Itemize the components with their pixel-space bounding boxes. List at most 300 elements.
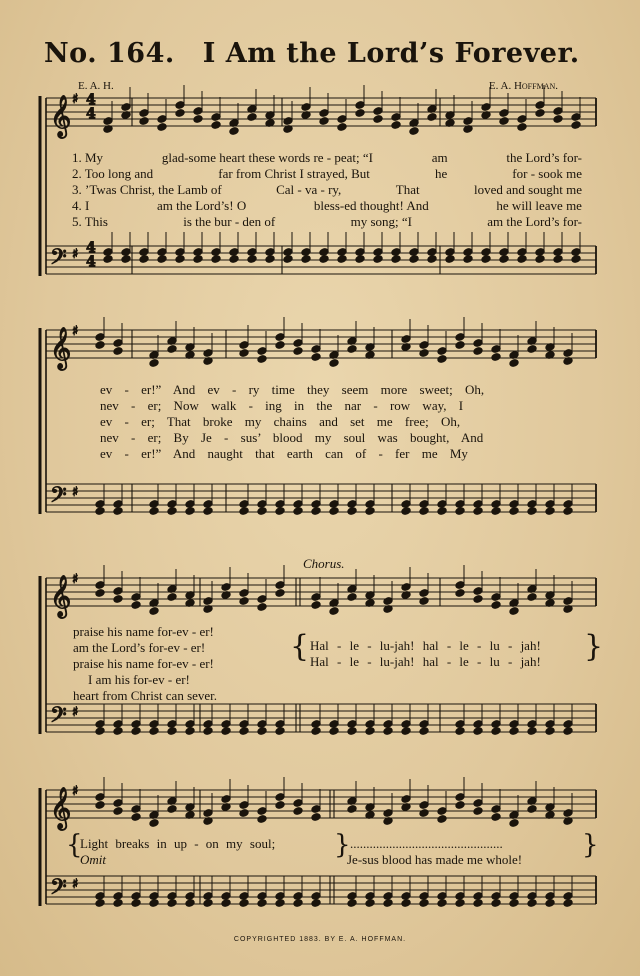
note-head xyxy=(211,121,221,130)
note-head xyxy=(517,248,527,257)
note-head xyxy=(455,899,465,908)
note-head xyxy=(401,795,411,804)
note-head xyxy=(275,727,285,736)
note-head xyxy=(419,892,429,901)
note-head xyxy=(121,103,131,112)
note-head xyxy=(293,807,303,816)
note-head xyxy=(265,255,275,264)
note-head xyxy=(149,500,159,509)
note-head xyxy=(401,507,411,516)
note-head xyxy=(185,720,195,729)
note-head xyxy=(229,255,239,264)
note-head xyxy=(203,597,213,606)
note-head xyxy=(185,899,195,908)
note-head xyxy=(211,248,221,257)
note-head xyxy=(473,507,483,516)
verse-5-line-a: 5. This is the bur - den of my song; “I am the Lord’s for- xyxy=(72,214,582,229)
note-head xyxy=(221,720,231,729)
note-head xyxy=(293,347,303,356)
note-head xyxy=(437,347,447,356)
note-head xyxy=(473,500,483,509)
note-head xyxy=(473,727,483,736)
bass-clef-icon: 𝄢 xyxy=(50,875,67,905)
note-head xyxy=(355,109,365,118)
note-head xyxy=(311,601,321,610)
note-head xyxy=(95,801,105,810)
note-head xyxy=(275,589,285,598)
note-head xyxy=(275,507,285,516)
note-head xyxy=(455,892,465,901)
note-head xyxy=(175,109,185,118)
final-line-1-right: ............................................... xyxy=(350,836,503,851)
note-head xyxy=(571,121,581,130)
note-head xyxy=(113,727,123,736)
note-head xyxy=(383,597,393,606)
note-head xyxy=(275,500,285,509)
note-head xyxy=(239,899,249,908)
note-head xyxy=(239,597,249,606)
note-head xyxy=(95,589,105,598)
note-head xyxy=(329,727,339,736)
note-head xyxy=(383,720,393,729)
note-head xyxy=(257,595,267,604)
note-head xyxy=(221,899,231,908)
note-head xyxy=(509,507,519,516)
note-head xyxy=(383,899,393,908)
note-head xyxy=(203,349,213,358)
note-head xyxy=(571,255,581,264)
note-head xyxy=(203,892,213,901)
note-head xyxy=(455,333,465,342)
note-head xyxy=(311,345,321,354)
note-head xyxy=(257,815,267,824)
note-head xyxy=(383,727,393,736)
note-head xyxy=(437,500,447,509)
note-head xyxy=(481,103,491,112)
verse-1-line-a: 1. My glad-some heart these words re - peat; “I am the Lord’s for- xyxy=(72,150,582,165)
verse-1-line-c: praise his name for-ev - er! xyxy=(73,624,214,639)
note-head xyxy=(355,101,365,110)
note-head xyxy=(329,507,339,516)
note-head xyxy=(391,248,401,257)
hymn-number: No. 164. xyxy=(44,38,175,69)
note-head xyxy=(553,255,563,264)
note-head xyxy=(509,727,519,736)
note-head xyxy=(455,720,465,729)
note-head xyxy=(275,892,285,901)
note-head xyxy=(527,345,537,354)
note-head xyxy=(455,341,465,350)
note-head xyxy=(491,593,501,602)
note-head xyxy=(211,113,221,122)
note-head xyxy=(293,899,303,908)
note-head xyxy=(203,720,213,729)
note-head xyxy=(419,727,429,736)
note-head xyxy=(401,899,411,908)
verse-4-line-a: 4. I am the Lord’s! O bless-ed thought! And he will leave me xyxy=(72,198,582,213)
note-head xyxy=(455,507,465,516)
note-head xyxy=(113,595,123,604)
note-head xyxy=(311,727,321,736)
note-head xyxy=(347,500,357,509)
final-line-2-right: Je-sus blood has made me whole! xyxy=(347,852,523,867)
note-head xyxy=(319,109,329,118)
note-head xyxy=(157,248,167,257)
note-head xyxy=(365,720,375,729)
note-head xyxy=(257,500,267,509)
note-head xyxy=(257,355,267,364)
note-head xyxy=(131,720,141,729)
note-head xyxy=(275,793,285,802)
note-head xyxy=(419,500,429,509)
note-head xyxy=(113,507,123,516)
note-head xyxy=(185,892,195,901)
note-head xyxy=(103,248,113,257)
note-head xyxy=(121,248,131,257)
note-head xyxy=(229,127,239,136)
note-head xyxy=(283,248,293,257)
note-head xyxy=(491,727,501,736)
note-head xyxy=(131,727,141,736)
note-head xyxy=(167,593,177,602)
note-head xyxy=(517,123,527,132)
note-head xyxy=(563,727,573,736)
note-head xyxy=(239,349,249,358)
note-head xyxy=(95,899,105,908)
note-head xyxy=(139,109,149,118)
note-head xyxy=(103,117,113,126)
note-head xyxy=(275,333,285,342)
note-head xyxy=(311,500,321,509)
time-signature: 4 xyxy=(86,254,96,270)
note-head xyxy=(491,345,501,354)
note-head xyxy=(373,248,383,257)
note-head xyxy=(139,248,149,257)
note-head xyxy=(95,581,105,590)
note-head xyxy=(247,248,257,257)
note-head xyxy=(293,799,303,808)
note-head xyxy=(481,248,491,257)
note-head xyxy=(535,255,545,264)
note-head xyxy=(509,500,519,509)
note-head xyxy=(311,507,321,516)
chorus-line-2: Hal - le - lu-jah! hal - le - lu - jah! xyxy=(310,654,541,669)
note-head xyxy=(491,601,501,610)
note-head xyxy=(157,123,167,132)
note-head xyxy=(131,601,141,610)
note-head xyxy=(131,805,141,814)
note-head xyxy=(275,581,285,590)
note-head xyxy=(545,720,555,729)
note-head xyxy=(139,117,149,126)
sharp-icon: ♯ xyxy=(72,324,79,339)
note-head xyxy=(553,248,563,257)
note-head xyxy=(103,255,113,264)
note-head xyxy=(113,899,123,908)
note-head xyxy=(239,801,249,810)
note-head xyxy=(373,107,383,116)
note-head xyxy=(167,899,177,908)
note-head xyxy=(149,720,159,729)
note-head xyxy=(301,103,311,112)
note-head xyxy=(175,255,185,264)
note-head xyxy=(355,248,365,257)
note-head xyxy=(427,113,437,122)
note-head xyxy=(409,248,419,257)
note-head xyxy=(95,720,105,729)
note-head xyxy=(257,899,267,908)
note-head xyxy=(491,805,501,814)
hymn-title xyxy=(44,38,580,69)
note-head xyxy=(455,727,465,736)
note-head xyxy=(455,793,465,802)
note-head xyxy=(527,727,537,736)
note-head xyxy=(257,892,267,901)
note-head xyxy=(301,248,311,257)
note-head xyxy=(347,899,357,908)
note-head xyxy=(275,720,285,729)
note-head xyxy=(419,349,429,358)
note-head xyxy=(95,333,105,342)
note-head xyxy=(337,248,347,257)
note-head xyxy=(463,248,473,257)
note-head xyxy=(139,255,149,264)
note-head xyxy=(283,255,293,264)
sharp-icon: ♯ xyxy=(72,247,79,262)
note-head xyxy=(257,807,267,816)
note-head xyxy=(167,892,177,901)
note-head xyxy=(401,892,411,901)
note-head xyxy=(257,720,267,729)
verse-2-line-a: 2. Too long and far from Christ I strayed, But he for - sook me xyxy=(72,166,582,181)
note-head xyxy=(527,892,537,901)
note-head xyxy=(419,899,429,908)
verse-2-line-b: nev - er; Now walk - ing in the nar - row way, I xyxy=(100,398,464,413)
note-head xyxy=(95,507,105,516)
note-head xyxy=(149,899,159,908)
note-head xyxy=(391,121,401,130)
note-head xyxy=(347,507,357,516)
note-head xyxy=(545,899,555,908)
note-head xyxy=(401,720,411,729)
note-head xyxy=(347,727,357,736)
note-head xyxy=(193,255,203,264)
note-head xyxy=(95,793,105,802)
note-head xyxy=(239,589,249,598)
verse-3-line-a: 3. ’Twas Christ, the Lamb of Cal - va - ry, That loved and sought me xyxy=(72,182,582,197)
note-head xyxy=(437,507,447,516)
note-head xyxy=(527,720,537,729)
note-head xyxy=(445,248,455,257)
note-head xyxy=(535,248,545,257)
note-head xyxy=(437,807,447,816)
note-head xyxy=(131,899,141,908)
chorus-brace-left: { xyxy=(290,629,310,664)
note-head xyxy=(553,107,563,116)
bass-clef-icon: 𝄢 xyxy=(50,245,67,275)
note-head xyxy=(401,335,411,344)
treble-clef-icon: 𝄞 xyxy=(50,576,72,617)
note-head xyxy=(553,115,563,124)
note-head xyxy=(571,113,581,122)
note-head xyxy=(545,727,555,736)
time-signature: 4 xyxy=(86,240,96,256)
note-head xyxy=(373,115,383,124)
note-head xyxy=(347,720,357,729)
note-head xyxy=(239,507,249,516)
note-head xyxy=(203,809,213,818)
verse-1-line-b: ev - er!” And ev - ry time they seem more sweet; Oh, xyxy=(100,382,485,397)
note-head xyxy=(527,507,537,516)
note-head xyxy=(427,255,437,264)
note-head xyxy=(221,727,231,736)
note-head xyxy=(311,353,321,362)
note-head xyxy=(113,587,123,596)
note-head xyxy=(419,801,429,810)
note-head xyxy=(337,115,347,124)
note-head xyxy=(283,117,293,126)
note-head xyxy=(275,801,285,810)
note-head xyxy=(149,727,159,736)
note-head xyxy=(563,809,573,818)
note-head xyxy=(545,500,555,509)
note-head xyxy=(365,727,375,736)
note-head xyxy=(401,500,411,509)
note-head xyxy=(509,899,519,908)
note-head xyxy=(509,720,519,729)
note-head xyxy=(149,359,159,368)
note-head xyxy=(373,255,383,264)
note-head xyxy=(347,805,357,814)
note-head xyxy=(319,117,329,126)
final-line-2-left: Omit xyxy=(80,852,106,867)
note-head xyxy=(301,255,311,264)
note-head xyxy=(221,892,231,901)
note-head xyxy=(545,892,555,901)
note-head xyxy=(239,720,249,729)
treble-clef-icon: 𝄞 xyxy=(50,328,72,369)
note-head xyxy=(391,255,401,264)
note-head xyxy=(563,597,573,606)
note-head xyxy=(131,892,141,901)
note-head xyxy=(131,813,141,822)
note-head xyxy=(95,727,105,736)
note-head xyxy=(409,255,419,264)
verse-4-line-b: nev - er; By Je - sus’ blood my soul was bought, And xyxy=(100,430,484,445)
note-head xyxy=(265,248,275,257)
note-head xyxy=(437,355,447,364)
note-head xyxy=(509,607,519,616)
note-head xyxy=(391,113,401,122)
note-head xyxy=(203,500,213,509)
note-head xyxy=(167,720,177,729)
note-head xyxy=(455,801,465,810)
note-head xyxy=(535,101,545,110)
chorus-label: Chorus. xyxy=(303,556,345,571)
copyright-notice: COPYRIGHTED 1883. BY E. A. HOFFMAN. xyxy=(233,936,407,943)
note-head xyxy=(527,593,537,602)
note-head xyxy=(239,727,249,736)
time-signature: 4 xyxy=(86,106,96,122)
note-head xyxy=(409,127,419,136)
note-head xyxy=(319,248,329,257)
note-head xyxy=(491,353,501,362)
note-head xyxy=(473,799,483,808)
note-head xyxy=(473,595,483,604)
verse-3-line-c: praise his name for-ev - er! xyxy=(73,656,214,671)
note-head xyxy=(463,255,473,264)
note-head xyxy=(167,500,177,509)
note-head xyxy=(535,109,545,118)
note-head xyxy=(293,507,303,516)
note-head xyxy=(311,805,321,814)
note-head xyxy=(419,507,429,516)
note-head xyxy=(167,507,177,516)
note-head xyxy=(509,892,519,901)
time-signature: 4 xyxy=(86,92,96,108)
note-head xyxy=(563,899,573,908)
note-head xyxy=(527,500,537,509)
final-brace-mid: } xyxy=(334,830,351,860)
note-head xyxy=(311,892,321,901)
note-head xyxy=(563,720,573,729)
note-head xyxy=(121,255,131,264)
note-head xyxy=(311,593,321,602)
note-head xyxy=(95,341,105,350)
note-head xyxy=(571,248,581,257)
note-head xyxy=(293,500,303,509)
verse-2-line-c: am the Lord’s for-ev - er! xyxy=(73,640,206,655)
final-brace-right: } xyxy=(582,830,599,860)
note-head xyxy=(311,899,321,908)
note-head xyxy=(481,255,491,264)
sharp-icon: ♯ xyxy=(72,572,79,587)
note-head xyxy=(437,815,447,824)
sharp-icon: ♯ xyxy=(72,485,79,500)
note-head xyxy=(491,899,501,908)
note-head xyxy=(383,809,393,818)
note-head xyxy=(347,345,357,354)
final-line-1-left: Light breaks in up - on my soul; xyxy=(80,836,276,851)
note-head xyxy=(203,727,213,736)
note-head xyxy=(473,347,483,356)
note-head xyxy=(365,892,375,901)
treble-clef-icon: 𝄞 xyxy=(50,96,72,137)
note-head xyxy=(221,583,231,592)
note-head xyxy=(337,123,347,132)
bass-clef-icon: 𝄢 xyxy=(50,483,67,513)
note-head xyxy=(455,581,465,590)
note-head xyxy=(175,101,185,110)
note-head xyxy=(149,892,159,901)
note-head xyxy=(193,248,203,257)
note-head xyxy=(473,339,483,348)
note-head xyxy=(157,115,167,124)
note-head xyxy=(491,892,501,901)
note-head xyxy=(473,892,483,901)
note-head xyxy=(167,727,177,736)
note-head xyxy=(329,500,339,509)
hymn-name: I Am the Lord’s Forever. xyxy=(202,38,580,69)
note-head xyxy=(131,593,141,602)
note-head xyxy=(383,892,393,901)
note-head xyxy=(499,248,509,257)
note-head xyxy=(239,892,249,901)
chorus-brace-right: } xyxy=(584,629,604,664)
note-head xyxy=(445,255,455,264)
note-head xyxy=(229,248,239,257)
note-head xyxy=(239,500,249,509)
